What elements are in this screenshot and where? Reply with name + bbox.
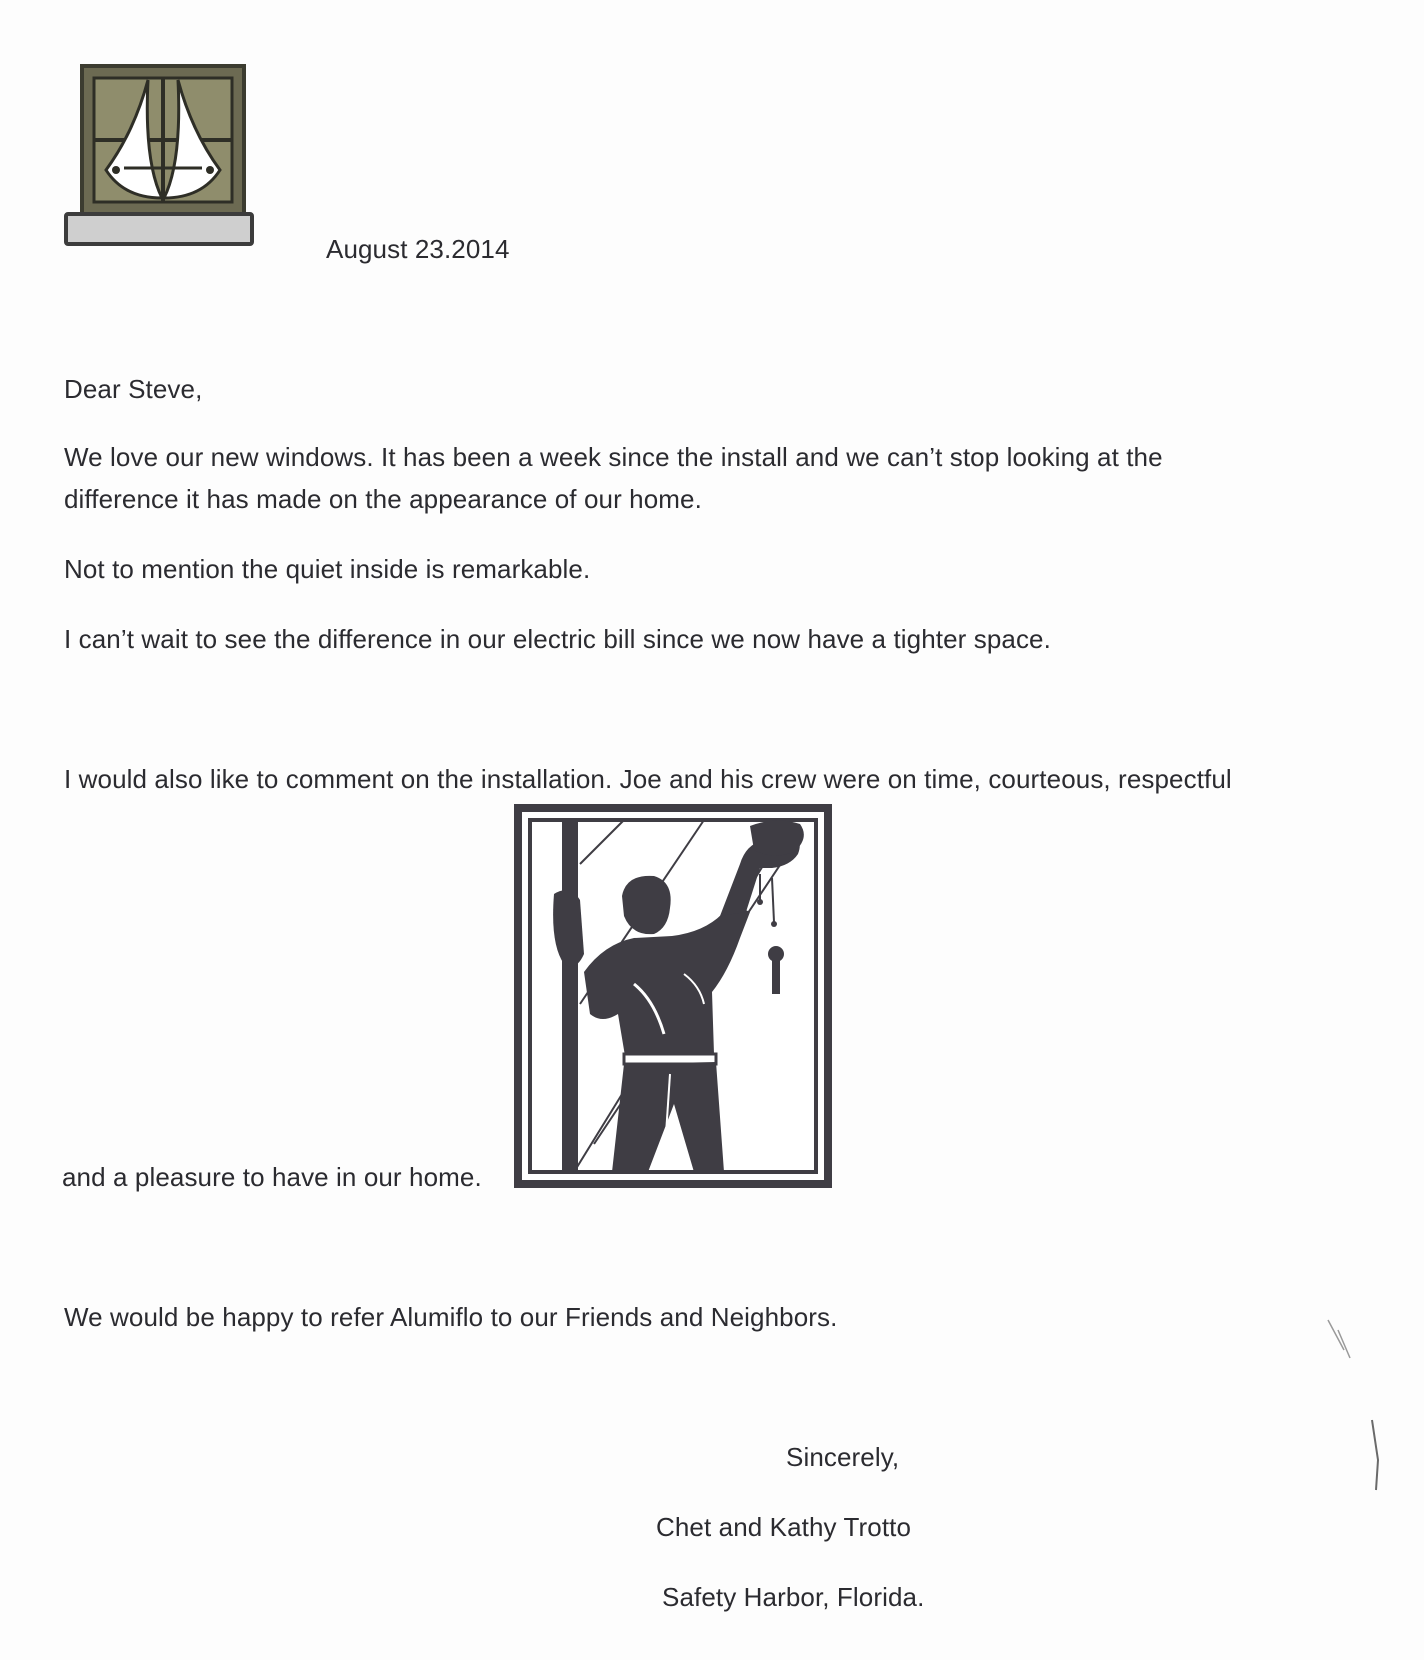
window-with-curtains-icon <box>64 62 264 252</box>
paragraph-1-line-2: difference it has made on the appearance of our home. <box>64 484 702 514</box>
paragraph-3: I can’t wait to see the difference in our electric bill since we now have a tighter space. <box>64 624 1051 654</box>
paragraph-4-line-1: I would also like to comment on the installation. Joe and his crew were on time, courteous, respectful <box>64 764 1232 794</box>
closing: Sincerely, <box>786 1442 900 1472</box>
paragraph-4-line-2: and a pleasure to have in our home. <box>62 1162 482 1192</box>
scan-artifact <box>1324 1310 1384 1510</box>
paragraph-5: We would be happy to refer Alumiflo to our Friends and Neighbors. <box>64 1302 838 1332</box>
paragraph-1-line-1: We love our new windows. It has been a week since the install and we can’t stop looking at the <box>64 442 1163 472</box>
window-washer-illustration <box>514 804 832 1188</box>
signature: Chet and Kathy Trotto <box>656 1512 912 1542</box>
letter-date: August 23.2014 <box>326 234 510 264</box>
paragraph-2: Not to mention the quiet inside is remarkable. <box>64 554 591 584</box>
salutation: Dear Steve, <box>64 374 203 404</box>
location: Safety Harbor, Florida. <box>662 1582 925 1612</box>
